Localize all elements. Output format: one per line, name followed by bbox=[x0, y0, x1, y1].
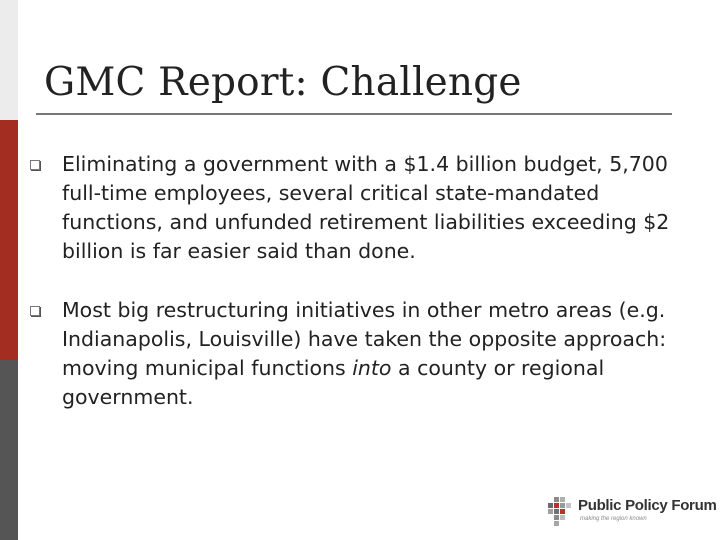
square-bullet-icon bbox=[30, 160, 40, 170]
slide-title: GMC Report: Challenge bbox=[44, 60, 522, 105]
public-policy-forum-logo bbox=[548, 497, 717, 527]
logo-text bbox=[578, 497, 717, 523]
title-rule bbox=[36, 113, 672, 115]
bullet-item bbox=[30, 296, 700, 412]
sidebar-stripe-gray bbox=[0, 360, 18, 540]
logo-mark-icon bbox=[548, 497, 574, 527]
bullet-list bbox=[30, 150, 700, 412]
bullet-text: Eliminating a government with a $1.4 billion budget, 5,700 full-time employees, several critical state-mandated functions, and unfunded retirement liabilities exceeding $2 billion is far easier said than done. bbox=[62, 152, 670, 263]
sidebar-stripe-top bbox=[0, 0, 18, 120]
bullet-text-emphasis: into bbox=[352, 356, 392, 380]
bullet-text-end: a county or regional government. bbox=[62, 356, 605, 409]
sidebar-stripe-red bbox=[0, 120, 18, 360]
bullet-text-start: Most big restructuring initiatives in other metro areas (e.g. Indianapolis, Louisville) have taken the opposite approach: moving municipal functions bbox=[62, 298, 667, 380]
logo-name: Public Policy Forum bbox=[578, 497, 717, 514]
logo-tagline: making the region known bbox=[580, 516, 647, 522]
square-bullet-icon bbox=[30, 306, 40, 316]
bullet-text bbox=[62, 298, 666, 409]
bullet-item bbox=[30, 150, 700, 266]
